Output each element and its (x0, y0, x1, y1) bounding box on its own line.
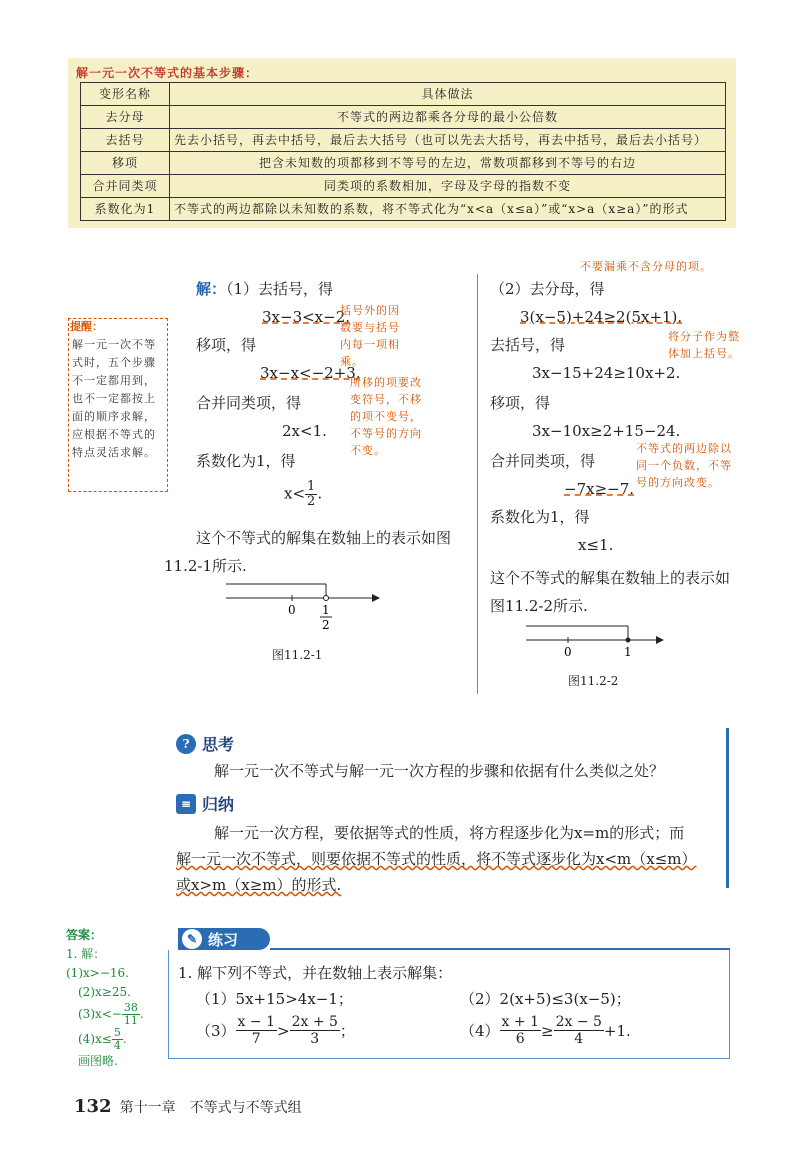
table-header-cell: 具体做法 (170, 83, 726, 106)
answer-block (66, 926, 166, 1071)
exercise-part2: （2）2(x+5)≤3(x−5)； (460, 990, 631, 1008)
table-cell: 把含未知数的项都移到不等号的左边，常数项都移到不等号的右边 (170, 152, 726, 175)
numerator: 2x − 5 (555, 1014, 602, 1030)
right-eq1: 3(x−5)+24≥2(5x+1). (520, 308, 683, 326)
table-header-row (81, 83, 726, 106)
part-label: （4） (460, 1021, 500, 1040)
pencil-icon: ✎ (182, 929, 202, 949)
table-row (81, 106, 726, 129)
fraction (305, 480, 317, 509)
summary-icon: ≡ (176, 794, 196, 814)
closed-point (626, 638, 631, 643)
right-step1: （2）去分母，得 (490, 280, 605, 298)
answer-line: 1. 解：(1)x>−16. (66, 947, 129, 980)
steps-table (80, 82, 726, 221)
figure-caption-2: 图11.2-2 (568, 674, 619, 688)
left-step3: 合并同类项，得 (196, 394, 302, 412)
eq-text: x< (284, 484, 306, 503)
right-conclusion: 这个不等式的解集在数轴上的表示如图11.2-2所示. (490, 569, 731, 615)
table-cell: 合并同类项 (81, 175, 170, 198)
operator: > (276, 1021, 290, 1040)
right-step4: 合并同类项，得 (490, 452, 596, 470)
left-step2: 移项，得 (196, 336, 257, 354)
numerator: x − 1 (237, 1014, 275, 1030)
left-note1: 括号外的因数要与括号内每一项相乘。 (340, 304, 400, 368)
right-note-top: 不要漏乘不含分母的项。 (580, 260, 712, 273)
fraction (554, 1014, 604, 1047)
summary-title: 归纳 (202, 795, 235, 814)
arrow-icon (372, 594, 380, 602)
left-step1 (196, 278, 333, 300)
summary-line2: 解一元一次不等式，则要依据不等式的性质，将不等式逐步化为x<m（x≤m） (176, 850, 697, 868)
answer-text: (3)x<− (78, 1007, 122, 1021)
left-eq3: 2x<1. (282, 422, 327, 440)
summary-header (176, 792, 234, 815)
tick-label-1: 1 (624, 645, 632, 659)
lightbulb-icon: ? (176, 734, 196, 754)
part-end: ； (339, 1021, 355, 1040)
answer-title: 答案： (66, 928, 103, 942)
table-cell: 先去小括号，再去中括号，最后去大括号（也可以先去大括号，再去中括号，最后去小括号） (170, 129, 726, 152)
table-heading: 解一元一次不等式的基本步骤： (76, 66, 259, 80)
exercise-part4 (460, 1014, 631, 1047)
answer-line: (3)x<− $\frac{38}{11}$ . (78, 1001, 144, 1027)
think-text: 解一元一次不等式与解一元一次方程的步骤和依据有什么类似之处？ (214, 762, 665, 780)
chapter-title: 第十一章 不等式与不等式组 (119, 1100, 302, 1116)
number-line-2 (522, 620, 672, 660)
figure-caption-1: 图11.2-1 (272, 648, 323, 662)
think-box-bar (726, 728, 729, 888)
summary-line3: 或x>m（x≥m）的形式. (176, 876, 342, 894)
exercise-tab (178, 928, 270, 950)
answer-line: (2)x≥25. (78, 985, 131, 999)
answer-line: (4)x≤ $\frac{5}{4}$ . (78, 1026, 127, 1052)
right-step5: 系数化为1，得 (490, 508, 590, 526)
numerator: x + 1 (501, 1014, 539, 1030)
solution-label: 解： (196, 280, 227, 298)
exercise-part1: （1）5x+15>4x−1； (196, 990, 353, 1008)
right-step3: 移项，得 (490, 394, 551, 412)
fraction (500, 1014, 541, 1047)
tick-label-den: 2 (322, 618, 330, 632)
table-cell: 去分母 (81, 106, 170, 129)
open-point (324, 596, 329, 601)
left-eq1: 3x−3<x−2. (262, 308, 351, 326)
table-row (81, 129, 726, 152)
part-end: +1. (603, 1021, 631, 1040)
denominator: 2 (307, 494, 316, 509)
table-header-cell: 变形名称 (81, 83, 170, 106)
page-footer (74, 1096, 302, 1117)
answer-line: 画图略. (78, 1054, 118, 1068)
table-row (81, 175, 726, 198)
denominator: 4 (113, 1039, 121, 1052)
tip-title: 提醒： (70, 320, 103, 333)
answer-text: (4)x≤ (78, 1032, 112, 1046)
right-eq5: x≤1. (578, 536, 614, 554)
denominator: 6 (515, 1031, 525, 1047)
exercise-title: 练习 (208, 930, 239, 949)
number-line-1 (220, 578, 390, 632)
summary-line1: 解一元一次方程，要依据等式的性质，将方程逐步化为x=m的形式；而 (214, 824, 685, 842)
denominator: 3 (310, 1031, 320, 1047)
right-step2: 去括号，得 (490, 336, 566, 354)
left-note2: 所移的项要改变符号，不移的项不变号，不等号的方向不变。 (350, 376, 422, 457)
fraction (122, 1002, 140, 1027)
left-step4: 系数化为1，得 (196, 452, 296, 470)
tick-label-0: 0 (288, 603, 296, 617)
numerator: 5 (113, 1026, 121, 1039)
left-eq2: 3x−x<−2+3. (260, 364, 361, 382)
table-cell: 系数化为1 (81, 198, 170, 221)
table-row (81, 198, 726, 221)
exercise-part3 (196, 1014, 355, 1047)
fraction (112, 1027, 123, 1052)
right-eq4: −7x≥−7. (564, 480, 635, 498)
right-eq2: 3x−15+24≥10x+2. (532, 364, 681, 382)
numerator: 2x + 5 (291, 1014, 338, 1030)
column-divider (477, 274, 478, 694)
left-conclusion: 这个不等式的解集在数轴上的表示如图11.2-1所示. (164, 529, 452, 575)
table-cell: 去括号 (81, 129, 170, 152)
page-number: 132 (74, 1096, 112, 1117)
denominator: 7 (251, 1031, 261, 1047)
numerator: 38 (123, 1001, 138, 1014)
step-text: （1）去括号，得 (226, 280, 334, 298)
fraction (290, 1014, 340, 1047)
arrow-icon (656, 636, 664, 644)
table-cell: 不等式的两边都除以未知数的系数，将不等式化为“x<a（x≤a）”或“x>a（x≥a）”的形式 (170, 198, 726, 221)
table-cell: 同类项的系数相加，字母及字母的指数不变 (170, 175, 726, 198)
denominator: 11 (123, 1014, 138, 1027)
operator: ≥ (540, 1021, 554, 1040)
left-eq4 (284, 480, 322, 509)
table-row (81, 152, 726, 175)
part-label: （3） (196, 1021, 236, 1040)
exercise-question: 1. 解下列不等式，并在数轴上表示解集： (178, 964, 453, 982)
numerator: 1 (307, 479, 316, 494)
eq-text: . (317, 484, 323, 503)
think-title: 思考 (202, 735, 235, 754)
table-cell: 移项 (81, 152, 170, 175)
tip-text: 解一元一次不等式时，五个步骤不一定都用到，也不一定都按上面的顺序求解，应根据不等式的特点灵活求解。 (72, 338, 156, 459)
denominator: 4 (574, 1031, 584, 1047)
right-eq3: 3x−10x≥2+15−24. (532, 422, 681, 440)
tick-label-num: 1 (322, 603, 330, 617)
think-header (176, 732, 234, 755)
right-note-bottom: 不等式的两边除以同一个负数，不等号的方向改变。 (636, 442, 732, 489)
tick-label-0: 0 (564, 645, 572, 659)
table-cell: 不等式的两边都乘各分母的最小公倍数 (170, 106, 726, 129)
right-note-mid: 将分子作为整体加上括号。 (668, 330, 740, 360)
fraction (236, 1014, 277, 1047)
